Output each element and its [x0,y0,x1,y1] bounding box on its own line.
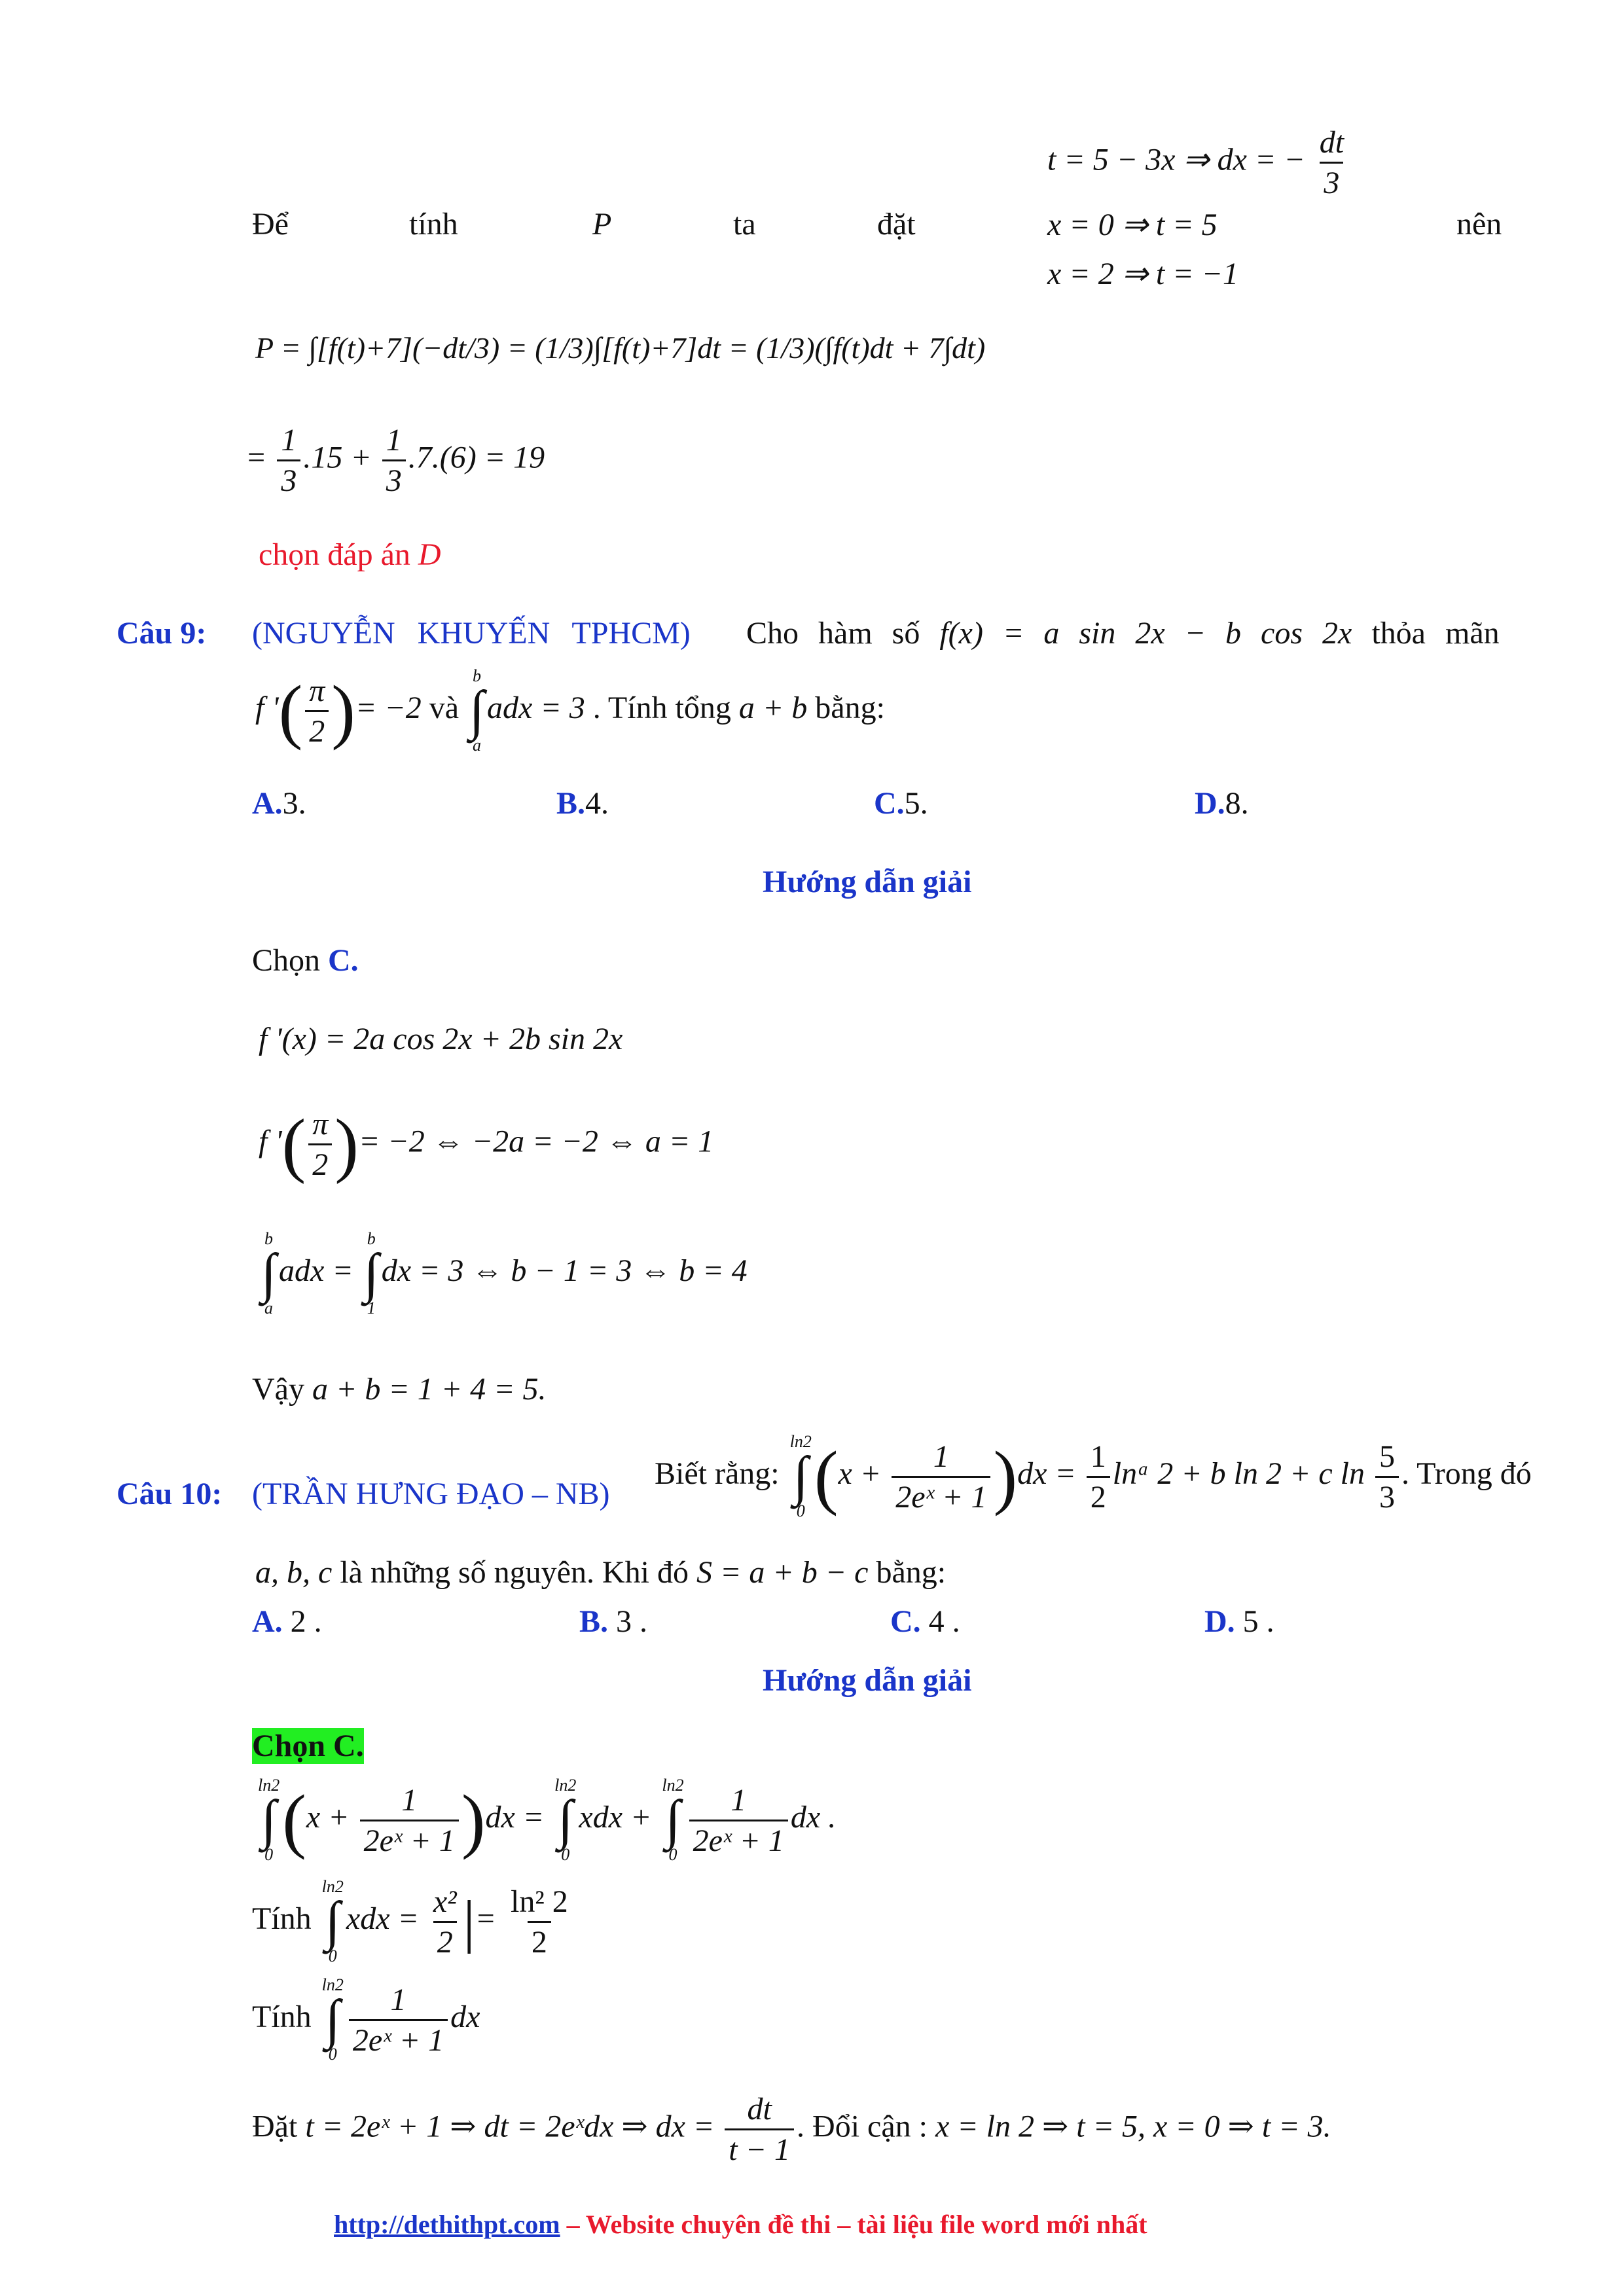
question-10-tinh-2: Tính ln2 ∫ 0 $\frac{1}{\text{2eˣ + 1}}$ dx [252,1975,480,2064]
question-10-chosen: Chọn C. [252,1729,364,1763]
substitution-line-2: x = 0 ⇒ t = 5 [1047,207,1218,242]
question-9-conclusion: Vậy a + b = 1 + 4 = 5. [252,1372,547,1407]
intro-word-tinh: tính [409,207,458,242]
question-9-step-2: f '( $\frac{\pi}{2}$ )= −2 ⇔ −2a = −2 ⇔ a = 1 [259,1104,714,1185]
question-9-chosen: Chọn C. [252,943,359,978]
substitution-line-1: t = 5 − 3x ⇒ dx = − $\frac{dt}{3}$ [1047,125,1344,200]
equation-p-result: = $\frac{1}{3}$ .15 + $\frac{1}{3}$ .7.(6) = 19 [245,423,545,498]
footer-link[interactable]: http://dethithpt.com [334,2210,560,2239]
question-9-source: (NGUYỄN KHUYẾN TPHCM) [252,616,691,651]
equation-p-integral: P = ∫[f(t)+7](−dt/3) = (1/3)∫[f(t)+7]dt = (1/3)(∫f(t)dt + 7∫dt) [255,331,986,365]
question-10-option-c[interactable]: C. 4 . [890,1604,960,1639]
intro-word-nen: nên [1456,207,1502,242]
question-10-text: Biết rằng: ln2 ∫ 0 (x + $\frac{1}{\text{2eˣ + 1}}$ )dx = $\frac{1}{2}$ lnᵃ 2 + b ln 2 + c ln $\frac{5}{3}$ . Trong đó [655,1432,1532,1520]
intro-word-dat: đặt [877,207,916,242]
question-10-split: ln2 ∫ 0 (x + $\frac{1}{\text{2eˣ + 1}}$ )dx = ln2 ∫ 0 xdx + ln2 ∫ 0 $\frac{1}{\text{2eˣ + 1}}$ dx . [258,1776,837,1864]
question-9-option-a[interactable]: A.3. [252,786,306,821]
question-9-option-b[interactable]: B.4. [556,786,609,821]
question-10-guide-title: Hướng dẫn giải [763,1663,972,1698]
question-10-option-b[interactable]: B. 3 . [579,1604,648,1639]
question-10-source: (TRẦN HƯNG ĐẠO – NB) [252,1477,610,1511]
substitution-line-3: x = 2 ⇒ t = −1 [1047,257,1239,291]
question-9-option-d[interactable]: D.8. [1195,786,1249,821]
question-10-substitution: Đặt t = 2eˣ + 1 ⇒ dt = 2eˣdx ⇒ dx = $\frac{dt}{t - 1}$ . Đổi cận : x = ln 2 ⇒ t = 5, x = 0 ⇒ t = 3. [252,2092,1331,2167]
intro-var-p: P [592,207,612,242]
question-9-conditions: f '( $\frac{\pi}{2}$ )= −2 và b ∫ a adx = 3 . Tính tổng a + b bằng: [255,666,885,755]
question-9-text: Cho hàm số f(x) = a sin 2x − b cos 2x thỏa mãn [746,616,1500,651]
question-10-tinh-1: Tính ln2 ∫ 0 xdx = $\frac{\text{x²}}{2}$ |= $\frac{\text{ln² 2}}{2}$ [252,1877,568,1965]
question-9-guide-title: Hướng dẫn giải [763,865,972,899]
question-9-step-3: b ∫ a adx = b ∫ 1 dx = 3 ⇔ b − 1 = 3 ⇔ b = 4 [261,1229,748,1318]
question-10-line-2: a, b, c là những số nguyên. Khi đó S = a + b − c bằng: [255,1555,947,1590]
prev-answer: chọn đáp án D [259,537,441,572]
question-10-label: Câu 10: [117,1477,223,1511]
question-9-option-c[interactable]: C.5. [874,786,928,821]
question-10-option-d[interactable]: D. 5 . [1204,1604,1274,1639]
intro-word-de: Để [252,207,289,242]
question-9-label: Câu 9: [117,616,207,651]
question-9-step-1: f '(x) = 2a cos 2x + 2b sin 2x [259,1022,623,1056]
footer-text: – Website chuyên đề thi – tài liệu file word mới nhất [560,2210,1147,2239]
intro-word-ta: ta [733,207,756,242]
question-10-option-a[interactable]: A. 2 . [252,1604,322,1639]
footer [334,2209,1147,2240]
